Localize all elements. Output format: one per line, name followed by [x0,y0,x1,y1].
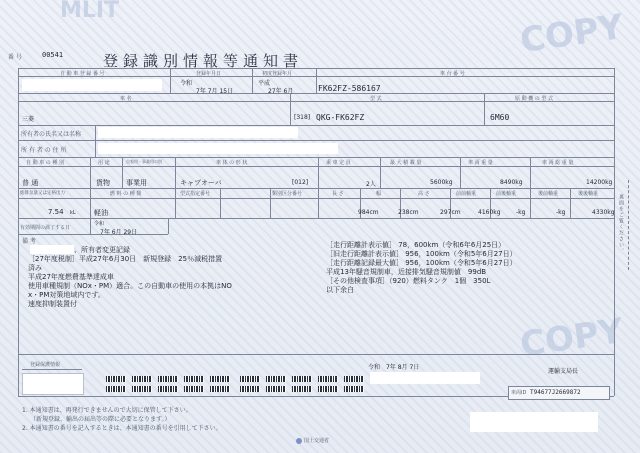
issue-date: 7年 8月 7日 [386,364,420,371]
footer-note: 1. 本通知書は、再発行できませんので大切に保管して下さい。 [22,407,192,414]
use-value: 貨物 [96,179,110,187]
remark-line: ［走行距離記録最大値］ 956，100km（令和5年6月27日） [326,259,517,267]
qr-icon [106,386,126,392]
displacement-value: 7.54 [48,208,64,216]
remark-line: 、所有者変更記録 [74,246,130,254]
ministry-name [296,437,329,444]
header-height: 高 さ [418,191,430,197]
rr-axle-value: 4330kg [592,209,615,216]
remark-line: 以下余白 [326,286,354,294]
number-value: 00541 [42,51,64,59]
qr-icon [210,386,230,392]
number-label: 番 号 [8,54,22,61]
redacted-owner-address [98,143,338,154]
fuel-value: 軽油 [94,209,108,217]
header-rr-axle: 後後軸重 [578,191,599,197]
header-model: 型 式 [370,96,382,102]
gross-value: 14200kg [586,179,613,186]
owner-name-label: 所有者の氏名又は名称 [21,131,82,138]
remark-line: ［走行距離計表示値］ 78，600km（令和6年6月25日） [326,241,506,249]
qr-icon [184,386,204,392]
vehicle-id-value: T94677J2669872 [530,389,581,396]
header-engine: 原 動 機 の 型 式 [515,96,553,102]
remark-line: 済み [28,264,42,272]
engine-model: 6M60 [490,113,510,122]
header-reg-date: 登録年月日 [196,71,222,77]
remark-line: ［その他検査事項］（920）燃料タンク 1個 350L [326,277,491,285]
shape-code: [012] [292,179,309,186]
fr-axle-value: -kg [516,209,526,216]
qr-icon [292,376,312,382]
header-displacement: 総排気量又は定格出力 [20,191,65,196]
header-use: 用 途 [98,160,110,166]
qr-icon [210,376,230,382]
redacted-owner-name [98,127,298,138]
qr-icon [266,376,286,382]
qr-icon [240,376,260,382]
qr-icon [292,386,312,392]
header-chassis: 車 台 番 号 [440,71,465,77]
remark-line: 平成13年騒音規制車，近接排気騒音規制値 99dB [326,268,487,276]
redacted-protection-info [22,373,84,395]
side-stamp [590,150,630,280]
header-shape: 車 体 の 形 状 [216,160,248,166]
ministry-icon [296,438,302,444]
remark-line: 平成27年度燃費基準達成車 [28,273,114,281]
qr-icon [240,386,260,392]
model-code: QKG-FK62FZ [316,113,365,122]
vehicle-id-label: 車両ID [511,390,527,396]
header-gross: 車 両 総 重 量 [542,160,574,166]
displacement-unit: kL [70,210,76,216]
watermark-copy-top: COPY [517,6,626,62]
header-maker: 車 名 [120,96,132,102]
qr-icon [158,376,178,382]
remarks-label: 備 考 [22,238,36,245]
length-value: 984cm [358,209,379,216]
reg-date: 7年 7月 15日 [196,88,234,95]
business-value: 事業用 [126,179,147,187]
qr-icon [184,376,204,382]
header-width: 幅 [376,191,382,197]
header-class-number: 類別区分番号 [272,191,303,197]
redacted-office-seal [370,372,480,384]
maker: 三菱 [22,116,35,123]
header-reg-number: 自 動 車 登 録 番 号 [60,71,105,77]
remark-line: 速度抑制装置付 [28,300,77,308]
qr-icon [344,386,364,392]
ministry-label: 国土交通省 [304,438,330,444]
rf-axle-value: -kg [556,209,566,216]
qr-icon [318,376,338,382]
remark-line: ［27年度税制］平成27年6月30日 新規登録 25％減税措置 [28,255,223,263]
header-capacity: 乗 車 定 員 [326,160,351,166]
qr-icon [106,376,126,382]
height-value: 297cm [440,209,461,216]
watermark-mlit: MLIT [60,0,120,23]
header-length: 長 さ [332,191,344,197]
width-value: 238cm [398,209,419,216]
footer-note: （新規登録、輸出の届出等の際に必要となります。） [30,416,171,423]
header-fr-axle: 前後軸重 [496,191,517,197]
header-rf-axle: 後前軸重 [538,191,559,197]
header-fuel: 燃 料 の 種 類 [110,191,142,197]
redacted-reg-number [22,79,162,91]
kind-value: 普 通 [22,179,39,187]
reg-era: 令和 [180,80,193,87]
remark-line: 使用車種規制（NOx・PM）適合。この自動車の使用の本拠はNO [28,282,232,290]
footer-note: 2. 本通知書の番号を記入するときは、本通知書の番号を引用して下さい。 [22,425,222,432]
remark-line: ［旧走行距離計表示値］ 956，100km（令和5年6月27日） [326,250,517,258]
watermark-copy-bottom: COPY [517,310,626,366]
reg-box-label: 登録保護情報 [30,362,61,368]
qr-icon [344,376,364,382]
qr-icon [132,376,152,382]
redacted-notes-right [470,412,598,432]
issue-era: 令和 [368,364,381,371]
qr-icon [266,386,286,392]
shape-value: キャブオーバ [180,179,222,187]
owner-address-label: 所 有 者 の 住 所 [21,147,67,154]
first-reg-date: 27年 6月 [268,88,294,95]
header-business: 自家用・事業用の別 [126,159,162,164]
qr-icon [318,386,338,392]
header-first-reg: 初度登録年月 [262,71,293,77]
first-reg-era: 平成 [258,80,271,87]
header-kind: 自 動 車 の 種 別 [26,160,64,166]
header-weight: 車 両 重 量 [468,160,493,166]
expiry-date: 7年 6月 29日 [100,229,138,236]
qr-icon [158,386,178,392]
ff-axle-value: 4160kg [478,209,501,216]
max-load-value: 5600kg [430,179,453,186]
expiry-era: 令和 [94,221,105,227]
expiry-label: 有効期間の満了する日 [20,225,71,231]
type-code: [318] [294,114,311,121]
transport-office: 運輸支局長 [548,368,579,375]
capacity-value: 2人 [366,181,376,188]
header-type-approval: 型式指定番号 [180,191,211,197]
chassis-number: FK62FZ-586167 [318,84,381,93]
redacted-remarks-owner [30,245,74,254]
page-title: 登録識別情報等通知書 [103,52,304,70]
header-max-load: 最 大 積 載 量 [390,160,422,166]
qr-icon [132,386,152,392]
side-stamp-text: 裏面をご覧ください。 [618,194,624,254]
weight-value: 8490kg [500,179,523,186]
header-ff-axle: 前前軸重 [456,191,477,197]
remark-line: x・PM対策地域内です。 [28,291,105,299]
